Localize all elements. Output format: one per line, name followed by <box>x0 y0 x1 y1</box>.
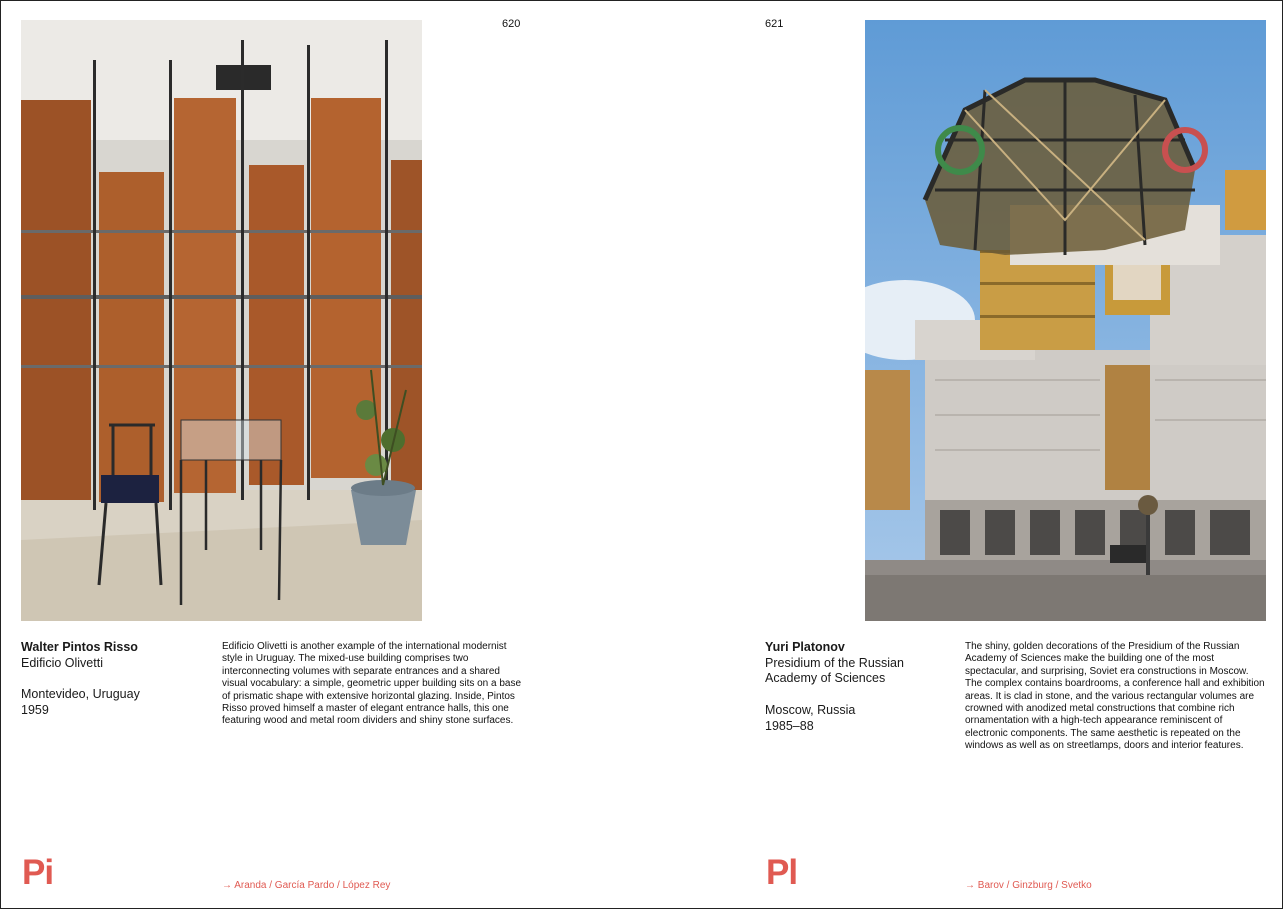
description-left: Edificio Olivetti is another example of the international modernist style in Uruguay. The mixed-use building comprises two interconnecting volumes with separate entrances and a shared visual vocabulary: a simple, geometric upper building sits on a base of prismatic shape with extensive horizontal glazing. Inside, Pintos Risso proved himself a master of elegant entrance halls, this one featuring wood and metal room dividers and shiny stone surfaces. <box>222 641 522 727</box>
location-right: Moscow, Russia <box>765 703 856 717</box>
photo-presidium-academy <box>865 20 1266 621</box>
page-number-right: 621 <box>765 18 784 30</box>
building-name-left: Edificio Olivetti <box>21 656 103 670</box>
description-right: The shiny, golden decorations of the Presidium of the Russian Academy of Sciences make the building one of the most spectacular, and surprising, Soviet era constructions in Moscow. The complex contains boardrooms, a conference hall and exhibition areas. It is clad in stone, and the various rectangular volumes are crowned with anodized metal constructions that combine rich ornamentation with a high-tech appearance reminiscent of electronic components. The same aesthetic is repeated on the windows as well as on streetlamps, doors and interior features. <box>965 641 1265 752</box>
building-name-right-line2: Academy of Sciences <box>765 671 886 685</box>
architect-name-right: Yuri Platonov <box>765 640 845 654</box>
building-name-right-line1: Presidium of the Russian <box>765 656 904 670</box>
section-logo-right: Pl <box>766 853 798 892</box>
year-left: 1959 <box>21 703 49 717</box>
cross-references-right[interactable]: → Barov / Ginzburg / Svetko <box>965 880 1092 891</box>
section-logo-left: Pi <box>22 853 54 892</box>
photo-edificio-olivetti <box>21 20 422 621</box>
year-right: 1985–88 <box>765 719 814 733</box>
page-number-left: 620 <box>502 18 521 30</box>
location-left: Montevideo, Uruguay <box>21 687 140 701</box>
architect-name-left: Walter Pintos Risso <box>21 640 138 654</box>
cross-references-left[interactable]: → Aranda / García Pardo / López Rey <box>222 880 391 891</box>
